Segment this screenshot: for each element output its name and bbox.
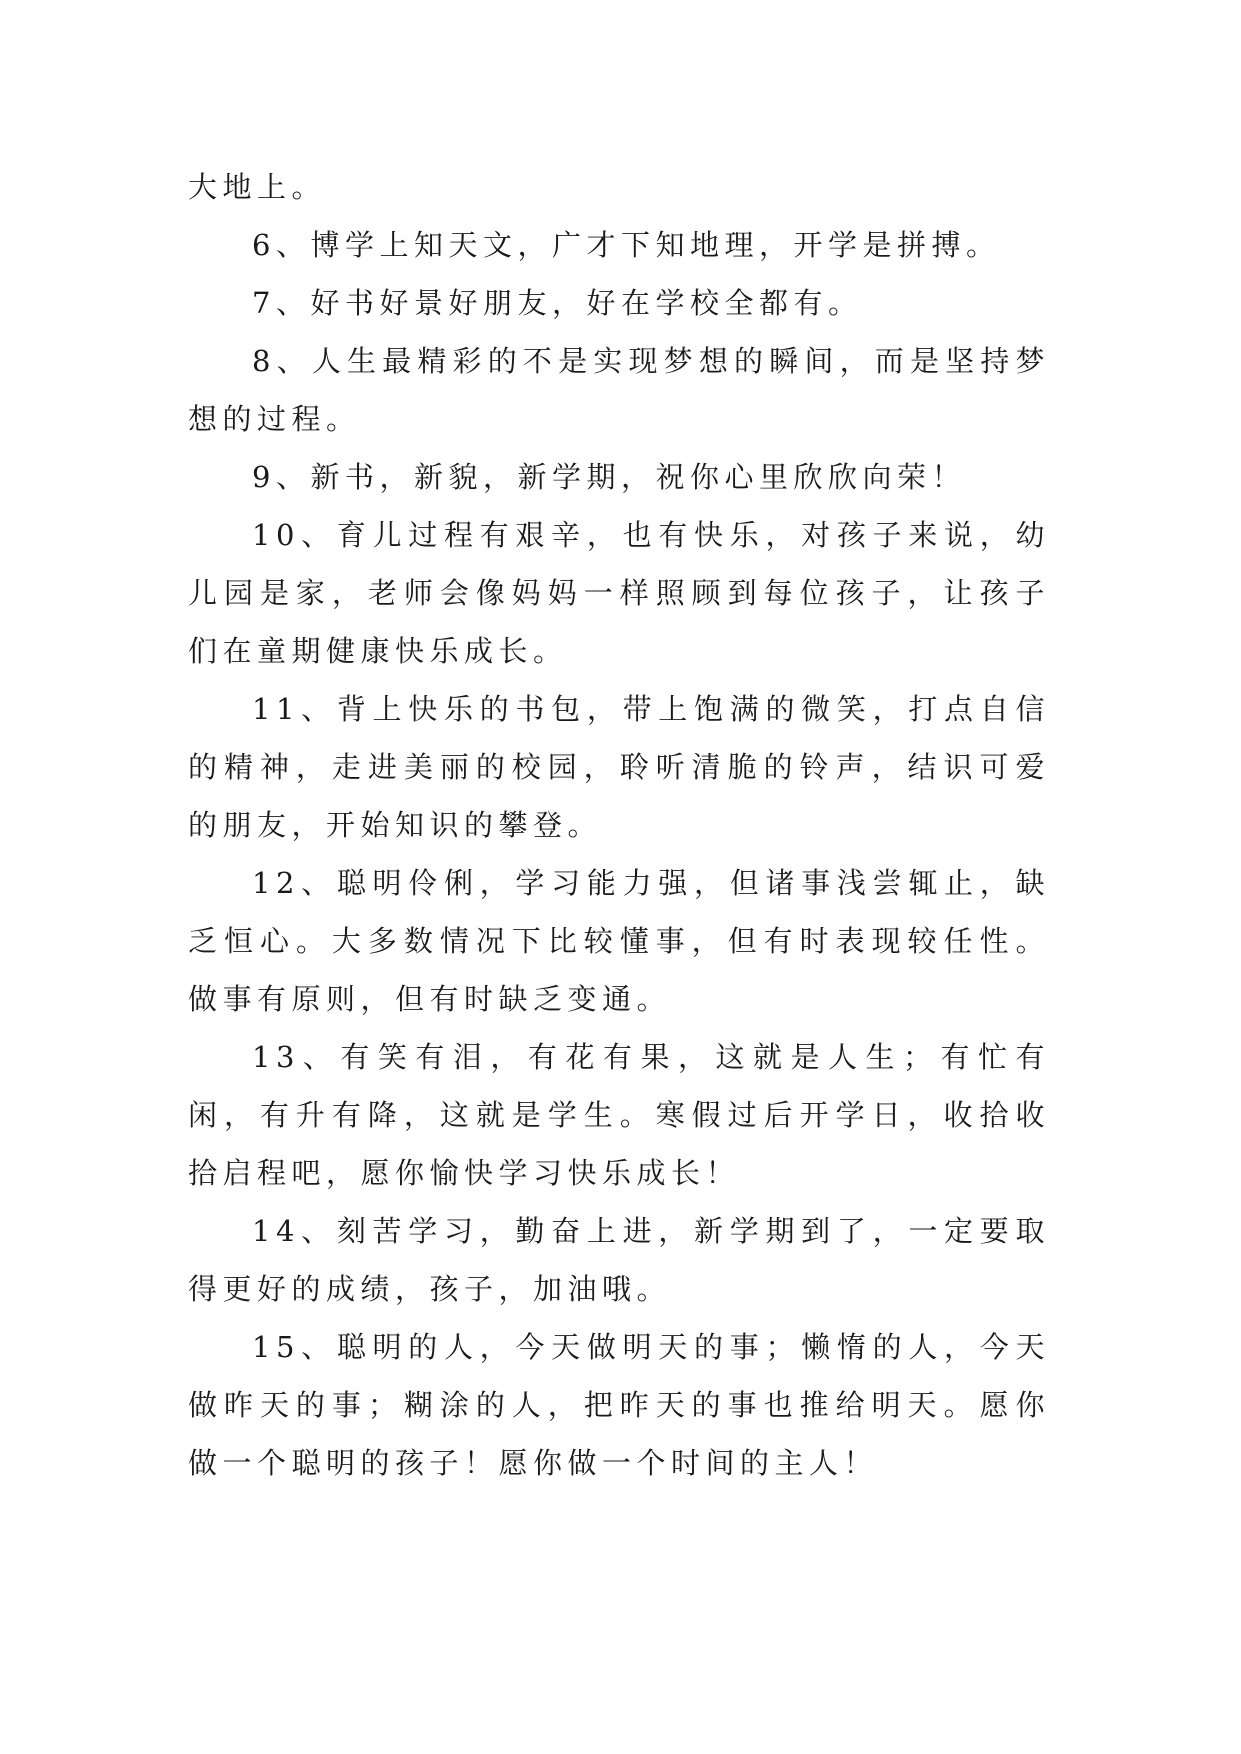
paragraph-8: 8、人生最精彩的不是实现梦想的瞬间，而是坚持梦想的过程。 <box>188 344 1050 436</box>
paragraph-10: 10、育儿过程有艰辛，也有快乐，对孩子来说，幼儿园是家，老师会像妈妈一样照顾到每位孩子，让孩子们在童期健康快乐成长。 <box>188 518 1050 668</box>
document-body <box>188 158 1050 1492</box>
paragraph-12: 12、聪明伶俐，学习能力强，但诸事浅尝辄止，缺乏恒心。大多数情况下比较懂事，但有时表现较任性。做事有原则，但有时缺乏变通。 <box>188 866 1050 1016</box>
paragraph-9: 9、新书，新貌，新学期，祝你心里欣欣向荣！ <box>252 460 966 494</box>
paragraph-continuation: 大地上。 <box>188 170 327 204</box>
paragraph-6: 6、博学上知天文，广才下知地理，开学是拼搏。 <box>252 228 1001 262</box>
paragraph-7: 7、好书好景好朋友，好在学校全都有。 <box>252 286 863 320</box>
paragraph-11: 11、背上快乐的书包，带上饱满的微笑，打点自信的精神，走进美丽的校园，聆听清脆的铃声，结识可爱的朋友，开始知识的攀登。 <box>188 692 1050 842</box>
paragraph-15: 15、聪明的人，今天做明天的事；懒惰的人，今天做昨天的事；糊涂的人，把昨天的事也推给明天。愿你做一个聪明的孩子！愿你做一个时间的主人！ <box>188 1330 1050 1480</box>
paragraph-13: 13、有笑有泪，有花有果，这就是人生；有忙有闲，有升有降，这就是学生。寒假过后开学日，收拾收拾启程吧，愿你愉快学习快乐成长！ <box>188 1040 1050 1190</box>
paragraph-14: 14、刻苦学习，勤奋上进，新学期到了，一定要取得更好的成绩，孩子，加油哦。 <box>188 1214 1050 1306</box>
